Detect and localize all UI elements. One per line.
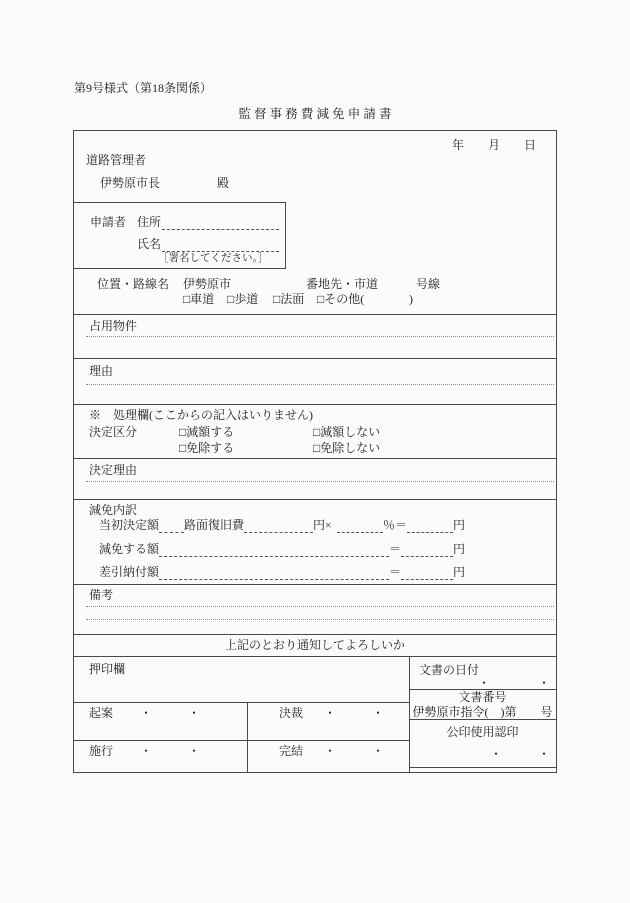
execution-label: 施行 xyxy=(89,744,114,758)
row-divider xyxy=(409,719,556,720)
stamp-area-label: 押印欄 xyxy=(89,662,126,676)
address-label: 住所 xyxy=(137,215,162,229)
checkbox-label: 免除しない xyxy=(320,441,381,455)
processing-note: ※ 処理欄(ここからの記入はいりません) xyxy=(89,408,313,422)
fill-line[interactable] xyxy=(159,532,184,533)
decision-reason-label: 決定理由 xyxy=(89,463,138,477)
approval-date-dots[interactable]: ・ ・ xyxy=(324,706,385,720)
doc-number-label: 文書番号 xyxy=(458,690,507,704)
road-manager-label: 道路管理者 xyxy=(86,153,147,167)
checkbox-label: 法面 xyxy=(280,292,305,306)
checkbox-label: 車道 xyxy=(190,292,215,306)
occupancy-write-line[interactable] xyxy=(86,336,554,337)
date-line: 年 月 日 xyxy=(451,138,536,152)
checkbox-icon: □ xyxy=(179,425,187,439)
checkbox-label: 減額しない xyxy=(320,425,381,439)
address-input-line[interactable] xyxy=(162,229,279,230)
checkbox-icon: □ xyxy=(313,425,321,439)
form-title: 監 督 事 務 費 減 免 申 請 書 xyxy=(238,107,392,121)
fill-line[interactable] xyxy=(401,579,453,580)
confirm-text: 上記のとおり通知してよろしいか xyxy=(224,638,405,652)
applicant-box xyxy=(74,202,286,269)
location-lot-label: 番地先・市道 xyxy=(306,277,379,291)
seal-date-dots[interactable]: ・ ・ xyxy=(489,747,550,761)
checkbox-icon: □ xyxy=(273,292,281,306)
balance-unit: 円 xyxy=(453,565,466,579)
checkbox-other[interactable] xyxy=(317,292,364,306)
checkbox-icon: □ xyxy=(317,292,325,306)
doc-date-dots[interactable]: ・ ・ xyxy=(477,676,550,690)
reason-section xyxy=(74,358,556,405)
directive-number-line[interactable]: 伊勢原市指令( )第 号 xyxy=(412,705,553,719)
execution-date-dots[interactable]: ・ ・ xyxy=(140,744,201,758)
checkbox-reduce-no[interactable] xyxy=(313,425,380,439)
initial-percent-equals: ％＝ xyxy=(383,518,408,532)
location-label: 位置・路線名 xyxy=(97,277,170,291)
fill-line[interactable] xyxy=(159,556,389,557)
other-close-paren: ) xyxy=(409,292,413,306)
balance-equals: ＝ xyxy=(389,565,402,579)
location-line-suffix: 号線 xyxy=(416,277,441,291)
checkbox-roadway[interactable] xyxy=(183,292,214,306)
approval-table xyxy=(74,656,556,773)
signature-note: ［署名してください。］ xyxy=(158,253,269,264)
reason-write-line[interactable] xyxy=(86,384,554,385)
form-number-label: 第9号様式（第18条関係） xyxy=(74,81,213,95)
cell-divider xyxy=(247,702,248,773)
fill-line[interactable] xyxy=(401,556,453,557)
decision-reason-write-line[interactable] xyxy=(86,481,554,482)
checkbox-reduce-yes[interactable] xyxy=(179,425,234,439)
occupancy-section xyxy=(74,314,556,359)
remarks-write-line[interactable] xyxy=(86,606,554,607)
completion-date-dots[interactable]: ・ ・ xyxy=(324,744,385,758)
checkbox-icon: □ xyxy=(179,441,187,455)
checkbox-label: その他( xyxy=(324,292,365,306)
checkbox-label: 歩道 xyxy=(234,292,259,306)
fill-line[interactable] xyxy=(407,532,453,533)
occupancy-label: 占用物件 xyxy=(89,319,138,333)
initial-amount-item: 路面復旧費 xyxy=(184,518,245,532)
fill-line[interactable] xyxy=(337,532,383,533)
draft-date-dots[interactable]: ・ ・ xyxy=(140,706,201,720)
row-divider xyxy=(74,702,409,703)
reduction-unit: 円 xyxy=(453,542,466,556)
official-seal-label: 公印使用認印 xyxy=(446,725,519,739)
checkbox-label: 免除する xyxy=(186,441,235,455)
completion-label: 完結 xyxy=(279,744,304,758)
processing-section xyxy=(74,404,556,459)
reduction-equals: ＝ xyxy=(389,542,402,556)
balance-amount-label: 差引納付額 xyxy=(99,565,160,579)
draft-label: 起案 xyxy=(89,706,114,720)
reduction-amount-label: 減免する額 xyxy=(99,542,160,556)
location-city: 伊勢原市 xyxy=(183,277,232,291)
checkbox-icon: □ xyxy=(183,292,191,306)
checkbox-slope[interactable] xyxy=(273,292,304,306)
breakdown-section xyxy=(74,499,556,585)
fill-line[interactable] xyxy=(244,532,313,533)
breakdown-label: 減免内訳 xyxy=(89,503,138,517)
checkbox-sidewalk[interactable] xyxy=(227,292,258,306)
checkbox-label: 減額する xyxy=(186,425,235,439)
decision-type-label: 決定区分 xyxy=(89,425,138,439)
addressee-honorific: 殿 xyxy=(217,176,230,190)
form-outer-box xyxy=(73,130,557,773)
row-divider xyxy=(74,740,409,741)
checkbox-exempt-yes[interactable] xyxy=(179,441,234,455)
name-label: 氏名 xyxy=(137,237,162,251)
remarks-write-line[interactable] xyxy=(86,619,554,620)
confirm-row xyxy=(74,634,556,657)
initial-amount-label: 当初決定額 xyxy=(99,518,160,532)
remarks-section xyxy=(74,584,556,635)
approval-label: 決裁 xyxy=(279,706,304,720)
reason-label: 理由 xyxy=(89,364,114,378)
row-divider xyxy=(409,767,556,768)
fill-line[interactable] xyxy=(159,579,389,580)
checkbox-icon: □ xyxy=(227,292,235,306)
checkbox-exempt-no[interactable] xyxy=(313,441,380,455)
checkbox-icon: □ xyxy=(313,441,321,455)
initial-unit: 円 xyxy=(453,518,466,532)
doc-date-label: 文書の日付 xyxy=(419,663,480,677)
applicant-label: 申請者 xyxy=(90,215,127,229)
addressee-name: 伊勢原市長 xyxy=(100,176,161,190)
initial-unit-times: 円× xyxy=(313,518,332,532)
decision-reason-section xyxy=(74,458,556,500)
remarks-label: 備考 xyxy=(89,588,114,602)
